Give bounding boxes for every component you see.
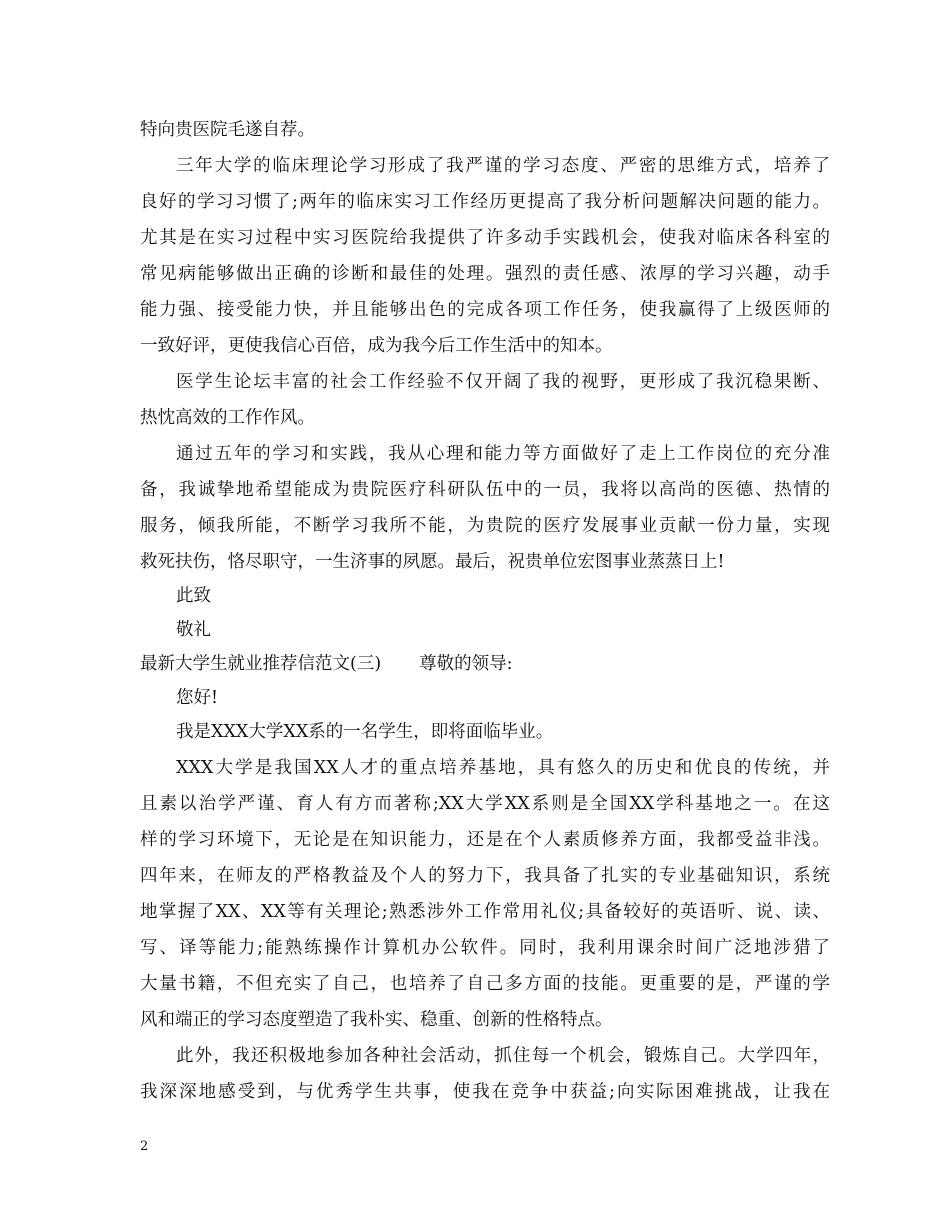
text-line: 热忱高效的工作作风。 — [140, 408, 315, 428]
text-line: 常见病能够做出正确的诊断和最佳的处理。强烈的责任感、浓厚的学习兴趣，动手 — [140, 264, 830, 284]
text-line: 能力强、接受能力快，并且能够出色的完成各项工作任务，使我赢得了上级医师的 — [140, 300, 830, 320]
text-line: 地掌握了XX、XX等有关理论;熟悉涉外工作常用礼仪;具备较好的英语听、说、读、 — [140, 902, 830, 922]
text-line: 风和端正的学习态度塑造了我朴实、稳重、创新的性格特点。 — [140, 1010, 613, 1030]
text-line: 一致好评，更使我信心百倍，成为我今后工作生活中的知本。 — [140, 336, 613, 356]
text-line: 大量书籍，不但充实了自己，也培养了自己多方面的技能。更重要的是，严谨的学 — [140, 974, 830, 994]
section-heading-line — [140, 652, 830, 676]
text-line: 救死扶伤，恪尽职守，一生济事的夙愿。最后，祝贵单位宏图事业蒸蒸日上! — [140, 552, 725, 572]
page-number: 2 — [140, 1139, 149, 1154]
text-line: 备，我诚挚地希望能成为贵院医疗科研队伍中的一员，我将以高尚的医德、热情的 — [140, 480, 830, 500]
text-line: 特向贵医院毛遂自荐。 — [140, 120, 315, 140]
paragraph-line: 三年大学的临床理论学习形成了我严谨的学习态度、严密的思维方式，培养了 — [176, 156, 830, 176]
closing-line: 敬礼 — [176, 620, 211, 640]
text-line: 尤其是在实习过程中实习医院给我提供了许多动手实践机会，使我对临床各科室的 — [140, 228, 830, 248]
paragraph-line: 通过五年的学习和实践，我从心理和能力等方面做好了走上工作岗位的充分准 — [176, 444, 830, 464]
salutation: 尊敬的领导: — [419, 654, 513, 674]
section-title: 最新大学生就业推荐信范文(三) — [140, 654, 382, 674]
text-line: 四年来，在师友的严格教益及个人的努力下，我具备了扎实的专业基础知识，系统 — [140, 866, 830, 886]
text-line: 我深深地感受到，与优秀学生共事，使我在竞争中获益;向实际困难挑战，让我在 — [140, 1082, 830, 1102]
text-line: 且素以治学严谨、育人有方而著称;XX大学XX系则是全国XX学科基地之一。在这 — [140, 794, 830, 814]
text-line: 写、译等能力;能熟练操作计算机办公软件。同时，我利用课余时间广泛地涉猎了 — [140, 938, 830, 958]
text-line: 良好的学习习惯了;两年的临床实习工作经历更提高了我分析问题解决问题的能力。 — [140, 192, 830, 212]
paragraph-line: 此外，我还积极地参加各种社会活动，抓住每一个机会，锻炼自己。大学四年， — [176, 1046, 830, 1066]
paragraph-line: 我是XXX大学XX系的一名学生，即将面临毕业。 — [176, 722, 554, 742]
greeting-line: 您好! — [176, 688, 219, 708]
closing-line: 此致 — [176, 586, 211, 606]
paragraph-line: 医学生论坛丰富的社会工作经验不仅开阔了我的视野，更形成了我沉稳果断、 — [176, 372, 830, 392]
text-line: 样的学习环境下，无论是在知识能力，还是在个人素质修养方面，我都受益非浅。 — [140, 830, 830, 850]
paragraph-line: XXX大学是我国XX人才的重点培养基地，具有悠久的历史和优良的传统，并 — [176, 758, 830, 778]
text-line: 服务，倾我所能，不断学习我所不能，为贵院的医疗发展事业贡献一份力量，实现 — [140, 516, 830, 536]
